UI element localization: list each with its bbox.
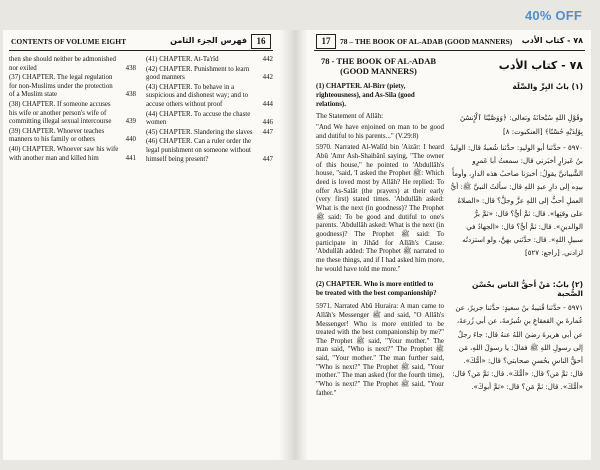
right-page-header — [314, 33, 585, 51]
chapter-1-body — [316, 112, 583, 276]
contents-column-2 — [146, 56, 273, 165]
entry-page: 444 — [262, 100, 273, 108]
entry-page: 447 — [262, 155, 273, 163]
book-title-ar: ٧٨ - كتاب الأدب — [498, 59, 583, 72]
hadith-5971-ar: ٥٩٧١ - حدَّثنا قُتيبةُ بنُ سعيدٍ: حدَّثنا جريرٌ، عن عُمارةَ بنِ القعقاعِ بنِ شُبرُمةَ، عن أبي زُرعةَ، عن أبي هريرةَ رضيَ اللهُ عنهُ قال: جاءَ رجلٌ إلى رسولِ اللهِ ﷺ فقالَ: يا رسولَ اللهِ، مَن أحقُّ الناسِ بحُسنِ صحابتي؟ قال: «أمُّكَ». قال: ثمَّ مَن؟ قال: «أمُّكَ». قال: ثمَّ مَن؟ قال: «أمُّكَ». قال: ثمَّ مَن؟ قال: «ثمَّ أبوكَ». — [452, 304, 583, 392]
left-header-arabic: فهرس الجزء الثامن — [170, 36, 247, 45]
entry-page: 438 — [125, 64, 136, 72]
entry-text: (40) CHAPTER. Whoever saw his wife with another man and killed him — [9, 145, 119, 162]
arabic-column-2 — [450, 302, 583, 400]
book-title-en: 78 - THE BOOK OF AL-ADAB (GOOD MANNERS) — [321, 56, 436, 76]
chapter-2-title-en: (2) CHAPTER. Who is more entitled to be treated with the best companionship? — [316, 280, 437, 297]
right-page-body — [316, 56, 583, 400]
right-page — [308, 30, 591, 460]
english-column-1 — [316, 112, 444, 276]
entry-text: (43) CHAPTER. To behave in a suspicious and dishonest way; and to accuse others without proof — [146, 83, 249, 108]
entry-page: 439 — [125, 118, 136, 126]
chapter-1-title-en: (1) CHAPTER. Al-Birr (piety, righteousness), and As-Sila (good relations). — [316, 82, 415, 108]
entry-page: 442 — [262, 74, 273, 82]
entry-page: 446 — [262, 119, 273, 127]
english-column-2 — [316, 302, 444, 400]
left-page — [3, 30, 279, 460]
contents-entry — [9, 128, 136, 145]
left-page-number: 16 — [251, 34, 271, 49]
right-header-arabic: ٧٨ - كتاب الأدب — [521, 36, 583, 45]
entry-page: 442 — [262, 56, 273, 63]
discount-badge: 40% OFF — [524, 8, 582, 23]
left-header-title: CONTENTS OF VOLUME EIGHT — [11, 37, 127, 46]
chapter-1-title-ar: (١) بابُ البِرِّ والصِّلَة — [512, 82, 583, 91]
quran-verse-ar: وقَوْلِ اللهِ سُبْحانَهُ وتعالى: ﴿وَوَصَّيْنَا ٱلْإِنسَٰنَ بِوَٰلِدَيْهِ حُسْنًا﴾ [العنكبوت: ٨] — [460, 114, 583, 136]
statement-label: The Statement of Allâh: — [316, 112, 384, 121]
chapter-2-title-ar: (٢) بابٌ: مَنْ أحقُّ الناس بحُسْن الصُّحبة — [471, 280, 583, 299]
contents-entry — [146, 138, 273, 164]
contents-entry — [146, 84, 273, 110]
contents-entry — [9, 101, 136, 127]
entry-text: (45) CHAPTER. Slandering the slaves — [146, 128, 253, 136]
hadith-5970-ar: ٥٩٧٠ - حدَّثنا أبو الوليدِ: حدَّثنا شُعبةُ قال: الوليدُ بنُ عَيزارٍ أخبَرني قال: سمعتُ أبا عَمرٍو الشَّيبانيَّ يقولُ: أخبرَنا صاحبُ هذه الدارِ، وأومأَ بيدِه إلى دارِ عبدِ اللهِ قال: سألتُ النبيَّ ﷺ: أيُّ العملِ أحبُّ إلى اللهِ عزَّ وجلَّ؟ قال: «الصلاةُ على وقتِها». قال: ثمَّ أيٌّ؟ قال: «ثمَّ برُّ الوالدينِ». قال: ثمَّ أيٌّ؟ قال: «الجهادُ في سبيلِ اللهِ». قال: حدَّثني بهنَّ، ولو استزدتُه لزادني. [راجع: ٥٢٧] — [450, 143, 583, 258]
entry-page: 447 — [262, 128, 273, 136]
entry-page: 438 — [125, 91, 136, 99]
quran-verse-en: "And We have enjoined on man to be good and dutiful to his parents..." (V.29:8) — [316, 123, 444, 140]
hadith-5970-en: 5970. Narrated Al-Walîd bin 'Aizâr: I heard Abû 'Amr Ash-Shaibânî saying, "The owner of this house," he pointed to 'Abdullâh's house, "said, 'I asked the Prophet ﷺ: Which deed is loved most by Allâh? He replied: To offer As-Salât (the prayers) at their early (very first) stated times. 'Abdullâh asked: What is the next (in goodness)? The Prophet ﷺ said: To be good and dutiful to one's parents. 'Abdullâh asked: What is the next (in goodness)? The Prophet ﷺ said: To participate in Jihâd for Allâh's Cause. 'Abdullâh added: The Prophet ﷺ narrated to me these things, and if I had asked him more, he would have told me more." — [316, 143, 444, 273]
contents-entry — [9, 56, 136, 73]
entry-text: then she should neither be admonished nor exiled — [9, 56, 116, 72]
entry-text: (46) CHAPTER. Can a ruler order the legal punishment on someone without himself being present? — [146, 138, 252, 163]
entry-text: (41) CHAPTER. At-Ta'rîd — [146, 56, 219, 63]
contents-entry — [9, 146, 136, 163]
contents-entry — [9, 74, 136, 100]
hadith-5971-en: 5971. Narrated Abû Huraira: A man came to Allâh's Messenger ﷺ and said, "O Allâh's Messenger! Who is more entitled to be treated with the best companionship by me?" The Prophet ﷺ said, "Your mother." The man said, "Who is next?" The Prophet ﷺ said, "Your mother." The man further said, "Who is next?" The Prophet ﷺ said, "Your mother." The man asked (for the fourth time), "Who is next?" The Prophet ﷺ said, "Your father." — [316, 302, 444, 397]
contents-entry — [146, 111, 273, 128]
entry-page: 441 — [125, 154, 136, 162]
contents-columns — [9, 56, 273, 165]
book-title — [316, 56, 583, 76]
right-header-title: 78 – THE BOOK OF AL-ADAB (GOOD MANNERS) — [340, 37, 513, 46]
entry-text: (37) CHAPTER. The legal regulation for non-Muslims under the protection of a Muslim state — [9, 74, 113, 99]
chapter-2-heading — [316, 280, 583, 298]
contents-column-1 — [9, 56, 136, 165]
arabic-column-1 — [450, 112, 583, 276]
chapter-1-heading — [316, 82, 583, 108]
left-page-header — [9, 33, 273, 51]
entry-text: (44) CHAPTER. To accuse the chaste women — [146, 110, 251, 127]
entry-text: (39) CHAPTER. Whoever teaches manners to his family or others — [9, 127, 105, 144]
contents-entry — [146, 56, 273, 65]
entry-text: (38) CHAPTER. If someone accuses his wife or another person's wife of committing illegal sexual intercourse — [9, 100, 112, 126]
chapter-2-body — [316, 302, 583, 400]
right-page-number: 17 — [316, 34, 336, 49]
contents-entry — [146, 129, 273, 138]
entry-text: (42) CHAPTER. Punishment to learn good manners — [146, 65, 250, 82]
entry-page: 440 — [125, 136, 136, 144]
contents-entry — [146, 66, 273, 83]
book-gutter — [279, 30, 308, 460]
